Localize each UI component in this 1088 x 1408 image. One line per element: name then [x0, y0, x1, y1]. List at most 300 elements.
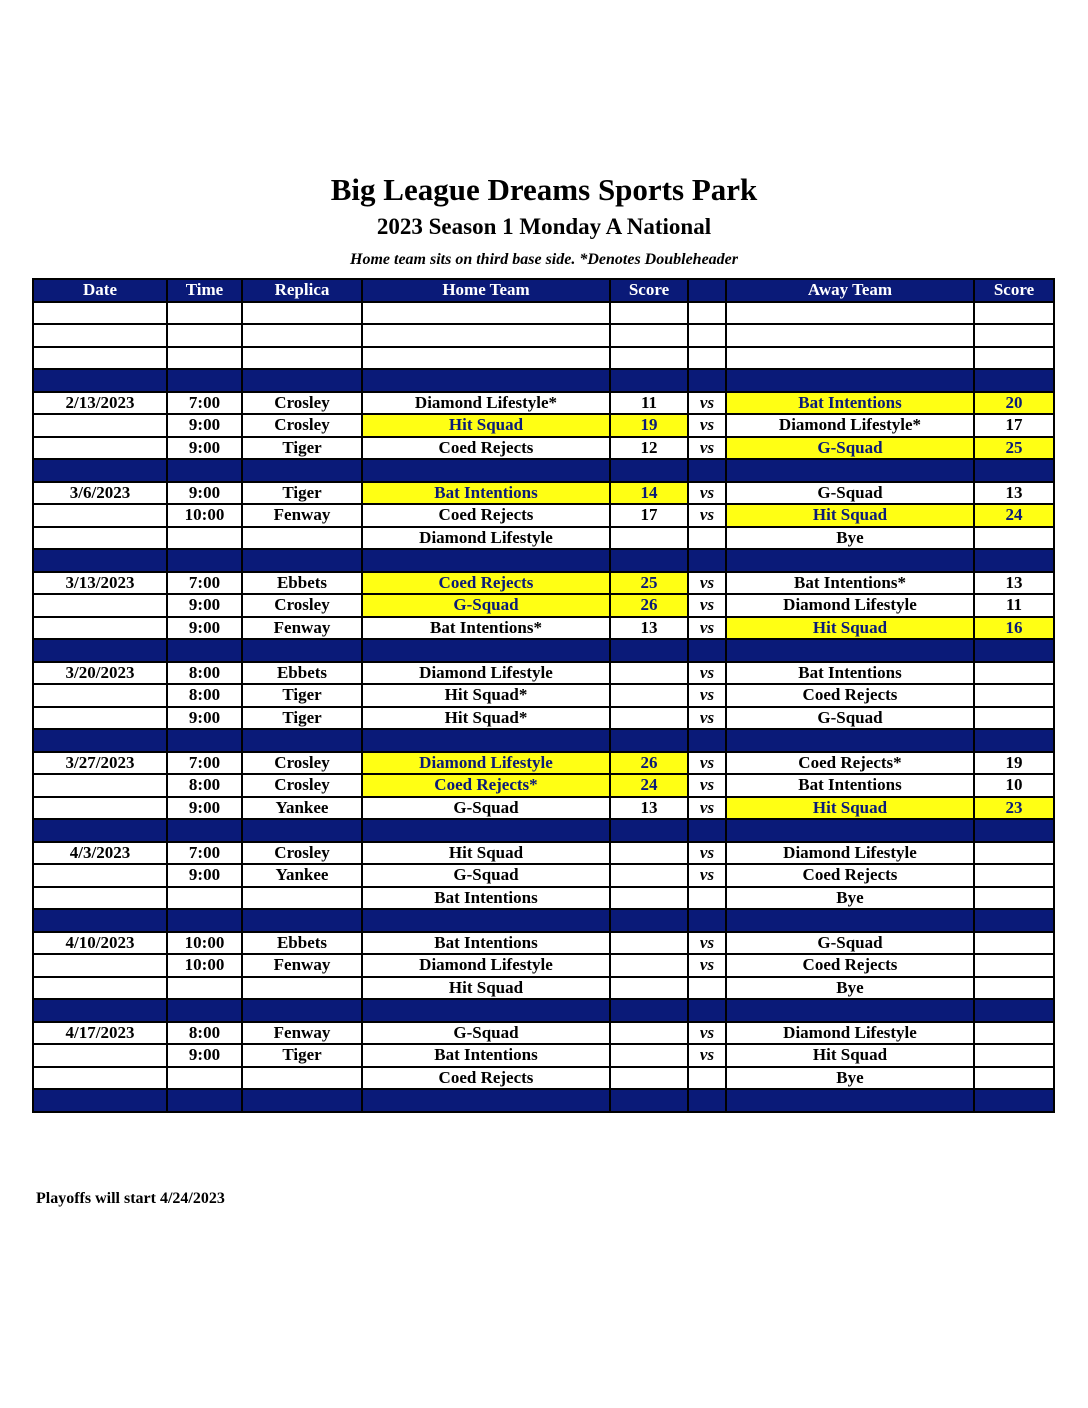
replica-cell: Crosley: [242, 414, 362, 437]
vs-cell: vs: [688, 414, 726, 437]
home-score-cell: [610, 1044, 688, 1067]
away-team-cell: Diamond Lifestyle: [726, 594, 974, 617]
date-cell: [33, 707, 167, 730]
vs-cell: [688, 459, 726, 482]
home-team-cell: Bat Intentions: [362, 482, 610, 505]
away-score-cell: [974, 639, 1054, 662]
home-score-cell: [610, 909, 688, 932]
week-separator-row: [33, 369, 1054, 392]
home-team-cell: [362, 729, 610, 752]
time-cell: [167, 639, 242, 662]
away-team-cell: G-Squad: [726, 707, 974, 730]
table-row: [33, 797, 1054, 820]
time-cell: 9:00: [167, 437, 242, 460]
replica-cell: [242, 977, 362, 1000]
away-team-cell: [726, 999, 974, 1022]
home-score-cell: 24: [610, 774, 688, 797]
table-row: [33, 887, 1054, 910]
home-score-cell: [610, 707, 688, 730]
home-team-cell: G-Squad: [362, 594, 610, 617]
schedule-table: [32, 278, 1055, 1113]
vs-cell: vs: [688, 504, 726, 527]
away-team-cell: [726, 302, 974, 325]
away-team-cell: Bye: [726, 977, 974, 1000]
time-cell: [167, 324, 242, 347]
away-score-cell: 13: [974, 482, 1054, 505]
replica-cell: [242, 819, 362, 842]
vs-cell: [688, 729, 726, 752]
table-row: [33, 842, 1054, 865]
home-team-cell: Hit Squad*: [362, 684, 610, 707]
replica-cell: Crosley: [242, 594, 362, 617]
table-row: [33, 617, 1054, 640]
home-score-cell: [610, 999, 688, 1022]
time-cell: [167, 729, 242, 752]
away-score-cell: [974, 662, 1054, 685]
home-team-cell: Hit Squad: [362, 977, 610, 1000]
replica-cell: Crosley: [242, 752, 362, 775]
away-team-cell: Bat Intentions: [726, 662, 974, 685]
vs-cell: [688, 369, 726, 392]
table-row: [33, 572, 1054, 595]
time-cell: [167, 999, 242, 1022]
vs-cell: vs: [688, 392, 726, 415]
table-row: [33, 1022, 1054, 1045]
away-team-cell: [726, 324, 974, 347]
col-header-time: Time: [167, 279, 242, 302]
away-team-cell: Hit Squad: [726, 504, 974, 527]
vs-cell: [688, 977, 726, 1000]
vs-cell: vs: [688, 932, 726, 955]
home-score-cell: [610, 459, 688, 482]
away-score-cell: 20: [974, 392, 1054, 415]
home-score-cell: [610, 639, 688, 662]
date-cell: [33, 459, 167, 482]
home-score-cell: [610, 527, 688, 550]
week-separator-row: [33, 729, 1054, 752]
time-cell: 9:00: [167, 594, 242, 617]
vs-cell: vs: [688, 774, 726, 797]
home-team-cell: Bat Intentions: [362, 1044, 610, 1067]
time-cell: 7:00: [167, 392, 242, 415]
replica-cell: [242, 639, 362, 662]
replica-cell: [242, 999, 362, 1022]
col-header-vs: [688, 279, 726, 302]
time-cell: [167, 819, 242, 842]
home-team-cell: G-Squad: [362, 797, 610, 820]
home-score-cell: [610, 684, 688, 707]
date-cell: [33, 437, 167, 460]
table-row: [33, 684, 1054, 707]
home-team-cell: [362, 1089, 610, 1112]
away-team-cell: Bat Intentions*: [726, 572, 974, 595]
week-separator-row: [33, 549, 1054, 572]
away-score-cell: [974, 302, 1054, 325]
time-cell: 9:00: [167, 707, 242, 730]
replica-cell: Tiger: [242, 1044, 362, 1067]
away-score-cell: [974, 729, 1054, 752]
home-team-cell: Diamond Lifestyle*: [362, 392, 610, 415]
col-header-date: Date: [33, 279, 167, 302]
home-team-cell: Coed Rejects: [362, 1067, 610, 1090]
page-subtitle: 2023 Season 1 Monday A National: [376, 214, 712, 239]
home-score-cell: 17: [610, 504, 688, 527]
away-team-cell: [726, 347, 974, 370]
time-cell: [167, 369, 242, 392]
home-team-cell: Diamond Lifestyle: [362, 527, 610, 550]
table-row: [33, 932, 1054, 955]
vs-cell: [688, 1067, 726, 1090]
table-row: [33, 504, 1054, 527]
away-score-cell: 11: [974, 594, 1054, 617]
home-team-cell: [362, 302, 610, 325]
date-cell: [33, 864, 167, 887]
vs-cell: vs: [688, 617, 726, 640]
home-score-cell: [610, 729, 688, 752]
vs-cell: [688, 324, 726, 347]
date-cell: [33, 977, 167, 1000]
home-score-cell: [610, 842, 688, 865]
vs-cell: [688, 909, 726, 932]
home-score-cell: 11: [610, 392, 688, 415]
blank-row: [33, 324, 1054, 347]
vs-cell: vs: [688, 662, 726, 685]
replica-cell: [242, 369, 362, 392]
replica-cell: Ebbets: [242, 572, 362, 595]
home-score-cell: [610, 549, 688, 572]
schedule-note: Home team sits on third base side. *Denotes Doubleheader: [350, 251, 738, 268]
away-score-cell: [974, 684, 1054, 707]
time-cell: [167, 1067, 242, 1090]
replica-cell: Tiger: [242, 707, 362, 730]
away-team-cell: G-Squad: [726, 437, 974, 460]
home-team-cell: Diamond Lifestyle: [362, 752, 610, 775]
away-team-cell: Hit Squad: [726, 1044, 974, 1067]
time-cell: 7:00: [167, 842, 242, 865]
table-row: [33, 594, 1054, 617]
home-score-cell: [610, 864, 688, 887]
table-row: [33, 392, 1054, 415]
away-score-cell: [974, 1044, 1054, 1067]
week-separator-row: [33, 1089, 1054, 1112]
away-team-cell: Coed Rejects*: [726, 752, 974, 775]
date-cell: 4/17/2023: [33, 1022, 167, 1045]
home-team-cell: Diamond Lifestyle: [362, 954, 610, 977]
date-cell: [33, 414, 167, 437]
home-team-cell: [362, 347, 610, 370]
home-team-cell: [362, 369, 610, 392]
table-row: [33, 774, 1054, 797]
replica-cell: [242, 887, 362, 910]
vs-cell: [688, 1089, 726, 1112]
away-team-cell: Bat Intentions: [726, 392, 974, 415]
date-cell: [33, 729, 167, 752]
vs-cell: [688, 347, 726, 370]
home-team-cell: Coed Rejects: [362, 572, 610, 595]
replica-cell: Tiger: [242, 684, 362, 707]
date-cell: [33, 684, 167, 707]
home-score-cell: [610, 369, 688, 392]
date-cell: [33, 954, 167, 977]
replica-cell: Yankee: [242, 864, 362, 887]
away-score-cell: [974, 842, 1054, 865]
date-cell: [33, 324, 167, 347]
vs-cell: vs: [688, 684, 726, 707]
replica-cell: [242, 527, 362, 550]
date-cell: [33, 549, 167, 572]
home-team-cell: [362, 999, 610, 1022]
away-team-cell: Bye: [726, 1067, 974, 1090]
date-cell: 3/6/2023: [33, 482, 167, 505]
vs-cell: [688, 639, 726, 662]
blank-row: [33, 347, 1054, 370]
time-cell: 9:00: [167, 617, 242, 640]
table-row: [33, 977, 1054, 1000]
away-team-cell: Diamond Lifestyle: [726, 842, 974, 865]
date-cell: [33, 819, 167, 842]
schedule-body: [33, 302, 1054, 1112]
date-cell: 3/20/2023: [33, 662, 167, 685]
date-cell: [33, 527, 167, 550]
away-team-cell: Hit Squad: [726, 797, 974, 820]
date-cell: [33, 909, 167, 932]
vs-cell: vs: [688, 797, 726, 820]
replica-cell: Fenway: [242, 504, 362, 527]
home-team-cell: Hit Squad: [362, 414, 610, 437]
vs-cell: [688, 887, 726, 910]
vs-cell: vs: [688, 707, 726, 730]
time-cell: 10:00: [167, 954, 242, 977]
home-score-cell: [610, 819, 688, 842]
table-row: [33, 707, 1054, 730]
away-score-cell: [974, 999, 1054, 1022]
header-row: [33, 279, 1054, 302]
replica-cell: [242, 302, 362, 325]
home-score-cell: 14: [610, 482, 688, 505]
vs-cell: vs: [688, 482, 726, 505]
time-cell: [167, 977, 242, 1000]
replica-cell: Crosley: [242, 842, 362, 865]
date-cell: [33, 302, 167, 325]
away-team-cell: [726, 549, 974, 572]
replica-cell: Fenway: [242, 617, 362, 640]
away-team-cell: G-Squad: [726, 482, 974, 505]
home-score-cell: 19: [610, 414, 688, 437]
vs-cell: [688, 527, 726, 550]
away-score-cell: 17: [974, 414, 1054, 437]
table-row: [33, 662, 1054, 685]
time-cell: 9:00: [167, 482, 242, 505]
week-separator-row: [33, 999, 1054, 1022]
date-cell: 4/10/2023: [33, 932, 167, 955]
home-team-cell: Coed Rejects*: [362, 774, 610, 797]
away-score-cell: 19: [974, 752, 1054, 775]
time-cell: 7:00: [167, 572, 242, 595]
away-team-cell: Coed Rejects: [726, 864, 974, 887]
home-team-cell: [362, 549, 610, 572]
away-score-cell: 24: [974, 504, 1054, 527]
away-score-cell: [974, 1089, 1054, 1112]
table-row: [33, 414, 1054, 437]
replica-cell: [242, 1067, 362, 1090]
away-team-cell: [726, 819, 974, 842]
away-score-cell: [974, 707, 1054, 730]
page-title: Big League Dreams Sports Park: [330, 172, 758, 207]
date-cell: [33, 999, 167, 1022]
away-score-cell: [974, 1067, 1054, 1090]
date-cell: [33, 347, 167, 370]
home-team-cell: [362, 819, 610, 842]
away-score-cell: [974, 932, 1054, 955]
col-header-away-score: Score: [974, 279, 1054, 302]
home-score-cell: 26: [610, 752, 688, 775]
home-team-cell: Bat Intentions*: [362, 617, 610, 640]
away-score-cell: 10: [974, 774, 1054, 797]
home-score-cell: [610, 954, 688, 977]
table-row: [33, 482, 1054, 505]
time-cell: 10:00: [167, 504, 242, 527]
away-team-cell: Bye: [726, 527, 974, 550]
replica-cell: [242, 347, 362, 370]
date-cell: 3/27/2023: [33, 752, 167, 775]
vs-cell: vs: [688, 594, 726, 617]
home-team-cell: Diamond Lifestyle: [362, 662, 610, 685]
time-cell: [167, 1089, 242, 1112]
date-cell: [33, 594, 167, 617]
home-team-cell: Coed Rejects: [362, 437, 610, 460]
vs-cell: vs: [688, 437, 726, 460]
home-score-cell: 12: [610, 437, 688, 460]
replica-cell: Ebbets: [242, 932, 362, 955]
away-score-cell: [974, 954, 1054, 977]
replica-cell: [242, 1089, 362, 1112]
replica-cell: Ebbets: [242, 662, 362, 685]
away-score-cell: [974, 977, 1054, 1000]
date-cell: [33, 1044, 167, 1067]
table-row: [33, 954, 1054, 977]
time-cell: [167, 347, 242, 370]
home-score-cell: [610, 977, 688, 1000]
away-score-cell: [974, 459, 1054, 482]
away-team-cell: [726, 369, 974, 392]
time-cell: [167, 549, 242, 572]
time-cell: [167, 459, 242, 482]
vs-cell: [688, 999, 726, 1022]
vs-cell: [688, 302, 726, 325]
col-header-home-score: Score: [610, 279, 688, 302]
time-cell: 8:00: [167, 662, 242, 685]
col-header-home-team: Home Team: [362, 279, 610, 302]
away-score-cell: [974, 369, 1054, 392]
time-cell: [167, 909, 242, 932]
vs-cell: [688, 549, 726, 572]
time-cell: 9:00: [167, 1044, 242, 1067]
away-team-cell: [726, 639, 974, 662]
away-score-cell: [974, 887, 1054, 910]
away-score-cell: [974, 527, 1054, 550]
date-cell: [33, 369, 167, 392]
time-cell: 7:00: [167, 752, 242, 775]
away-score-cell: [974, 909, 1054, 932]
table-row: [33, 1067, 1054, 1090]
home-team-cell: Coed Rejects: [362, 504, 610, 527]
replica-cell: Crosley: [242, 392, 362, 415]
date-cell: [33, 1067, 167, 1090]
col-header-replica: Replica: [242, 279, 362, 302]
home-score-cell: [610, 932, 688, 955]
away-score-cell: [974, 347, 1054, 370]
home-score-cell: 26: [610, 594, 688, 617]
playoffs-note: Playoffs will start 4/24/2023: [36, 1190, 225, 1207]
home-team-cell: [362, 459, 610, 482]
date-cell: 4/3/2023: [33, 842, 167, 865]
away-team-cell: [726, 459, 974, 482]
week-separator-row: [33, 819, 1054, 842]
away-team-cell: G-Squad: [726, 932, 974, 955]
away-score-cell: 13: [974, 572, 1054, 595]
home-team-cell: Bat Intentions: [362, 887, 610, 910]
replica-cell: Fenway: [242, 954, 362, 977]
away-score-cell: 23: [974, 797, 1054, 820]
away-team-cell: Bye: [726, 887, 974, 910]
date-cell: [33, 887, 167, 910]
away-team-cell: Coed Rejects: [726, 684, 974, 707]
week-separator-row: [33, 639, 1054, 662]
table-row: [33, 864, 1054, 887]
time-cell: 8:00: [167, 684, 242, 707]
vs-cell: vs: [688, 1044, 726, 1067]
home-team-cell: [362, 639, 610, 662]
home-team-cell: [362, 909, 610, 932]
home-score-cell: [610, 324, 688, 347]
away-score-cell: [974, 549, 1054, 572]
replica-cell: Tiger: [242, 482, 362, 505]
home-score-cell: [610, 1089, 688, 1112]
date-cell: [33, 617, 167, 640]
date-cell: [33, 504, 167, 527]
table-row: [33, 752, 1054, 775]
home-score-cell: [610, 887, 688, 910]
away-score-cell: [974, 819, 1054, 842]
home-team-cell: [362, 324, 610, 347]
home-score-cell: 13: [610, 797, 688, 820]
away-team-cell: [726, 909, 974, 932]
away-team-cell: Diamond Lifestyle*: [726, 414, 974, 437]
vs-cell: vs: [688, 752, 726, 775]
date-cell: 2/13/2023: [33, 392, 167, 415]
home-team-cell: Hit Squad*: [362, 707, 610, 730]
date-cell: 3/13/2023: [33, 572, 167, 595]
home-team-cell: G-Squad: [362, 1022, 610, 1045]
table-row: [33, 527, 1054, 550]
away-team-cell: Coed Rejects: [726, 954, 974, 977]
date-cell: [33, 1089, 167, 1112]
time-cell: 9:00: [167, 797, 242, 820]
away-team-cell: Hit Squad: [726, 617, 974, 640]
time-cell: [167, 887, 242, 910]
replica-cell: [242, 549, 362, 572]
home-score-cell: [610, 347, 688, 370]
time-cell: 8:00: [167, 1022, 242, 1045]
replica-cell: [242, 324, 362, 347]
home-team-cell: G-Squad: [362, 864, 610, 887]
vs-cell: vs: [688, 572, 726, 595]
vs-cell: vs: [688, 864, 726, 887]
blank-row: [33, 302, 1054, 325]
away-team-cell: Bat Intentions: [726, 774, 974, 797]
date-cell: [33, 639, 167, 662]
time-cell: [167, 302, 242, 325]
